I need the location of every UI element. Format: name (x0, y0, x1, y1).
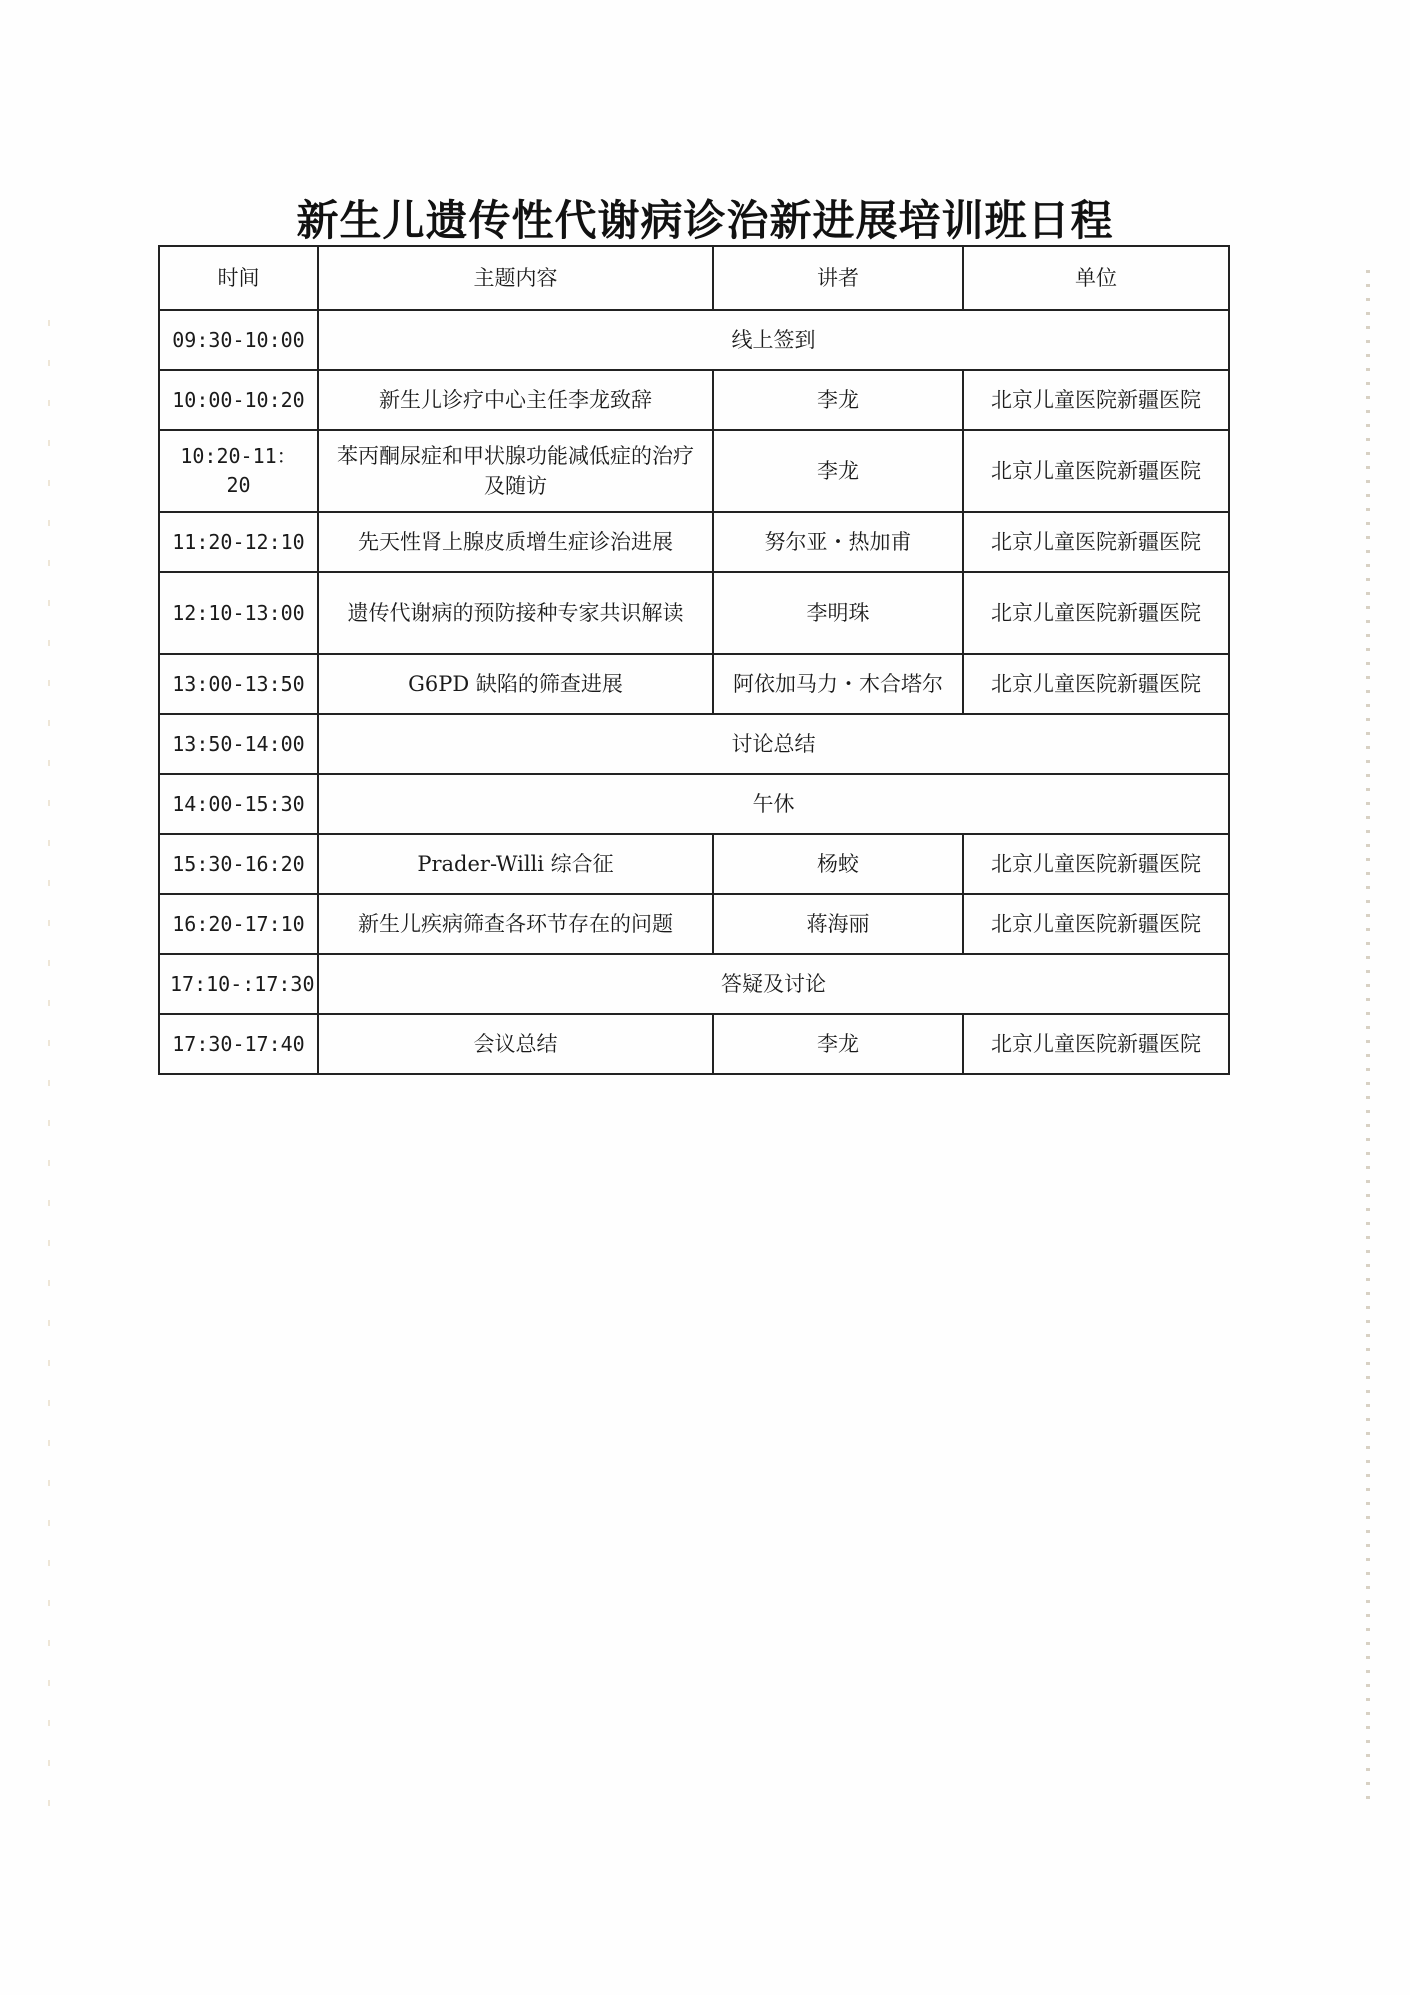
topic-cell: 遗传代谢病的预防接种专家共识解读 (318, 572, 713, 654)
topic-cell: 新生儿疾病筛查各环节存在的问题 (318, 894, 713, 954)
table-row (159, 714, 1229, 774)
scan-edge-right (1366, 270, 1370, 1800)
merged-cell: 线上签到 (318, 310, 1229, 370)
time-cell: 09:30-10:00 (159, 310, 318, 370)
unit-cell: 北京儿童医院新疆医院 (963, 894, 1229, 954)
table-row (159, 310, 1229, 370)
speaker-cell: 努尔亚・热加甫 (713, 512, 963, 572)
schedule-table (158, 245, 1230, 1075)
topic-cell: Prader-Willi 综合征 (318, 834, 713, 894)
speaker-cell: 阿依加马力・木合塔尔 (713, 654, 963, 714)
topic-cell: 新生儿诊疗中心主任李龙致辞 (318, 370, 713, 430)
merged-cell: 午休 (318, 774, 1229, 834)
scan-edge-left (48, 320, 50, 1840)
table-row (159, 654, 1229, 714)
table-row (159, 774, 1229, 834)
unit-cell: 北京儿童医院新疆医院 (963, 1014, 1229, 1074)
table-row (159, 572, 1229, 654)
time-cell: 15:30-16:20 (159, 834, 318, 894)
merged-cell: 答疑及讨论 (318, 954, 1229, 1014)
header-speaker: 讲者 (713, 246, 963, 310)
time-cell: 13:50-14:00 (159, 714, 318, 774)
unit-cell: 北京儿童医院新疆医院 (963, 834, 1229, 894)
time-cell: 17:10-:17:30 (159, 954, 318, 1014)
time-cell: 13:00-13:50 (159, 654, 318, 714)
time-cell: 16:20-17:10 (159, 894, 318, 954)
speaker-cell: 李明珠 (713, 572, 963, 654)
time-cell: 12:10-13:00 (159, 572, 318, 654)
unit-cell: 北京儿童医院新疆医院 (963, 430, 1229, 512)
table-row (159, 834, 1229, 894)
unit-cell: 北京儿童医院新疆医院 (963, 370, 1229, 430)
unit-cell: 北京儿童医院新疆医院 (963, 572, 1229, 654)
time-cell: 11:20-12:10 (159, 512, 318, 572)
table-row (159, 954, 1229, 1014)
speaker-cell: 李龙 (713, 1014, 963, 1074)
table-row (159, 430, 1229, 512)
header-time: 时间 (159, 246, 318, 310)
table-row (159, 894, 1229, 954)
speaker-cell: 李龙 (713, 430, 963, 512)
speaker-cell: 蒋海丽 (713, 894, 963, 954)
table-row (159, 370, 1229, 430)
merged-cell: 讨论总结 (318, 714, 1229, 774)
topic-cell: 会议总结 (318, 1014, 713, 1074)
unit-cell: 北京儿童医院新疆医院 (963, 654, 1229, 714)
speaker-cell: 杨蛟 (713, 834, 963, 894)
table-row (159, 512, 1229, 572)
speaker-cell: 李龙 (713, 370, 963, 430)
page-title: 新生儿遗传性代谢病诊治新进展培训班日程 (296, 196, 1114, 245)
topic-cell: 苯丙酮尿症和甲状腺功能减低症的治疗及随访 (318, 430, 713, 512)
table-row (159, 1014, 1229, 1074)
time-cell: 10:00-10:20 (159, 370, 318, 430)
time-cell: 17:30-17:40 (159, 1014, 318, 1074)
time-cell: 14:00-15:30 (159, 774, 318, 834)
header-row (159, 246, 1229, 310)
topic-cell: G6PD 缺陷的筛查进展 (318, 654, 713, 714)
unit-cell: 北京儿童医院新疆医院 (963, 512, 1229, 572)
header-unit: 单位 (963, 246, 1229, 310)
topic-cell: 先天性肾上腺皮质增生症诊治进展 (318, 512, 713, 572)
time-cell: 10:20-11：20 (159, 430, 318, 512)
header-topic: 主题内容 (318, 246, 713, 310)
